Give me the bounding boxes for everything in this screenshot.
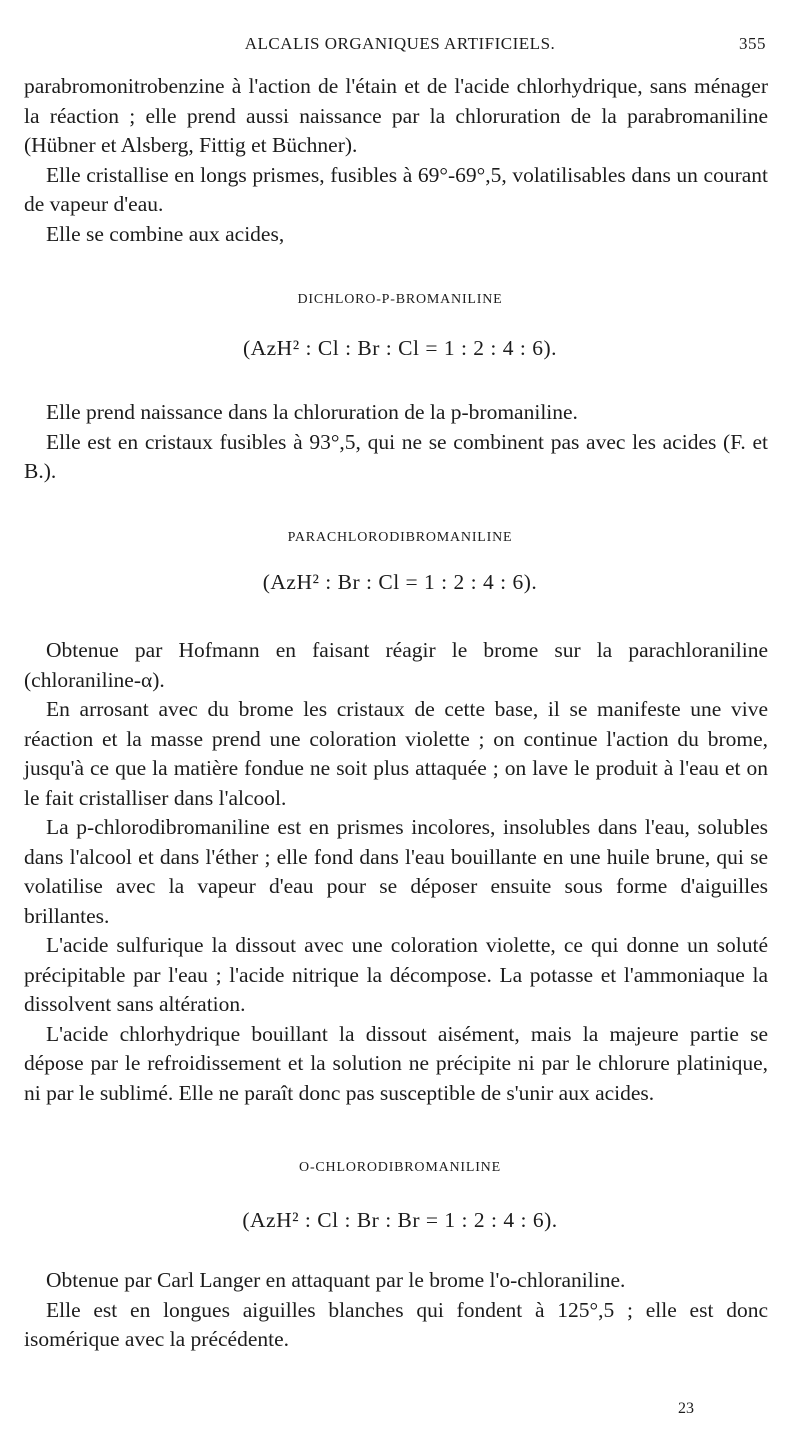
formula: (AzH² : Cl : Br : Br = 1 : 2 : 4 : 6). xyxy=(242,1208,558,1232)
paragraph: parabromonitrobenzine à l'action de l'étain et de l'acide chlorhydrique, sans ménager la réaction ; elle prend aussi naissance par la chloruration de la parabromaniline (Hübner et Alsberg, Fittig et Büchner). xyxy=(24,74,768,157)
paragraph: Elle est en longues aiguilles blanches qui fondent à 125°,5 ; elle est donc isomérique avec la précédente. xyxy=(24,1297,768,1351)
section-text xyxy=(24,636,768,1108)
signature-mark: 23 xyxy=(678,1400,694,1417)
running-title: ALCALIS ORGANIQUES ARTIFICIELS. xyxy=(244,34,556,53)
paragraph: L'acide chlorhydrique bouillant la dissout aisément, mais la majeure partie se dépose par le refroidissement et la solution ne précipite ni par le chlorure platinique, ni par le sublimé. Elle ne paraît donc pas susceptible de s'unir aux acides. xyxy=(24,1021,768,1105)
paragraph: Obtenue par Carl Langer en attaquant par le brome l'o-chloraniline. xyxy=(46,1268,626,1292)
section-text xyxy=(24,398,768,487)
section-heading: PARACHLORODIBROMANILINE xyxy=(287,530,513,545)
formula: (AzH² : Br : Cl = 1 : 2 : 4 : 6). xyxy=(262,570,538,594)
section-text xyxy=(24,1266,768,1355)
paragraph: Elle est en cristaux fusibles à 93°,5, qui ne se combinent pas avec les acides (F. et B.). xyxy=(24,429,768,483)
paragraph: L'acide sulfurique la dissout avec une coloration violette, ce qui donne un soluté précipitable par l'eau ; l'acide nitrique la décompose. La potasse et l'ammoniaque la dissolvent sans altération. xyxy=(24,933,768,1016)
page-number: 355 xyxy=(739,34,766,53)
section-heading: O-CHLORODIBROMANILINE xyxy=(299,1160,501,1175)
paragraph: Elle prend naissance dans la chloruration de la p-bromaniline. xyxy=(46,400,578,424)
paragraph: En arrosant avec du brome les cristaux de cette base, il se manifeste une vive réaction et la masse prend une coloration violette ; on continue l'action du brome, jusqu'à ce que la matière fondue ne soit plus attaquée ; on lave le produit à l'eau et on le fait cristalliser dans l'alcool. xyxy=(24,697,768,810)
formula: (AzH² : Cl : Br : Cl = 1 : 2 : 4 : 6). xyxy=(242,336,558,360)
intro-text xyxy=(24,72,768,249)
section-heading: DICHLORO-P-BROMANILINE xyxy=(297,292,503,307)
paragraph: La p-chlorodibromaniline est en prismes incolores, insolubles dans l'eau, solubles dans l'alcool et dans l'éther ; elle fond dans l'eau bouillante en une huile brune, qui se volatilise avec la vapeur d'eau pour se déposer ensuite sous forme d'aiguilles brillantes. xyxy=(24,815,768,928)
paragraph: Elle cristallise en longs prismes, fusibles à 69°-69°,5, volatilisables dans un courant de vapeur d'eau. xyxy=(24,162,768,216)
paragraph: Elle se combine aux acides, xyxy=(46,221,285,246)
paragraph: Obtenue par Hofmann en faisant réagir le brome sur la parachloraniline (chloraniline-α). xyxy=(24,638,768,692)
